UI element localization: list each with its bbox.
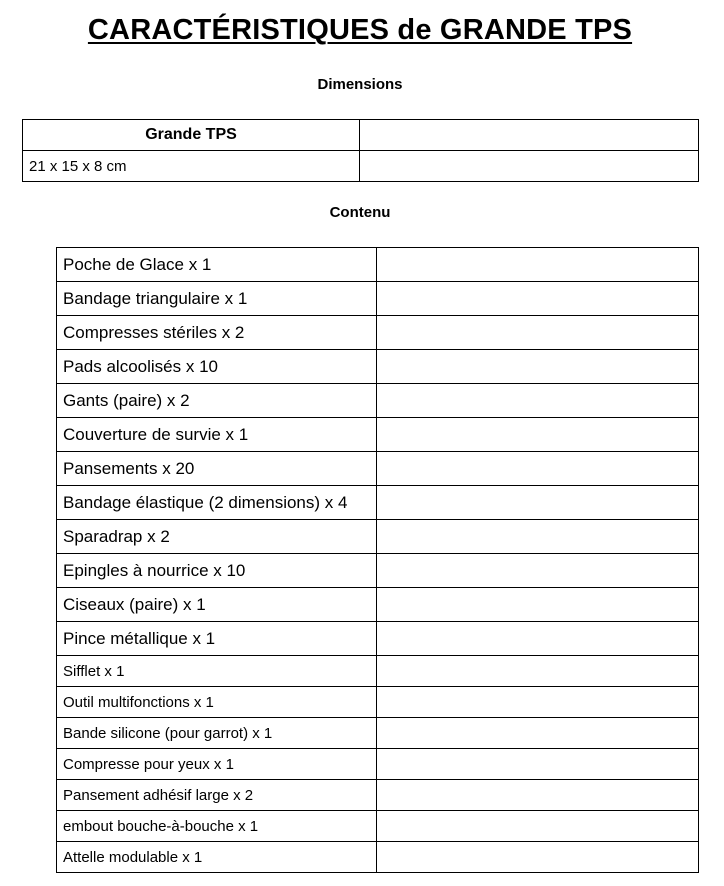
table-cell (360, 151, 699, 182)
item-name-cell: Pansement adhésif large x 2 (57, 780, 377, 811)
item-name-cell: Outil multifonctions x 1 (57, 687, 377, 718)
item-name-cell: Bande silicone (pour garrot) x 1 (57, 718, 377, 749)
item-empty-cell (377, 656, 699, 687)
item-name-cell: embout bouche-à-bouche x 1 (57, 811, 377, 842)
table-row (57, 749, 699, 780)
item-empty-cell (377, 248, 699, 282)
item-name-cell: Poche de Glace x 1 (57, 248, 377, 282)
item-empty-cell (377, 687, 699, 718)
table-row (57, 842, 699, 873)
table-row (23, 151, 699, 182)
table-row (57, 452, 699, 486)
item-name-cell: Pads alcoolisés x 10 (57, 350, 377, 384)
item-name-cell: Pince métallique x 1 (57, 622, 377, 656)
item-name-cell: Bandage triangulaire x 1 (57, 282, 377, 316)
table-row (57, 687, 699, 718)
table-row (57, 780, 699, 811)
table-row (57, 554, 699, 588)
item-empty-cell (377, 842, 699, 873)
table-row (57, 588, 699, 622)
document-title: CARACTÉRISTIQUES de GRANDE TPS (87, 14, 633, 46)
item-empty-cell (377, 316, 699, 350)
table-row (57, 486, 699, 520)
item-empty-cell (377, 520, 699, 554)
item-empty-cell (377, 780, 699, 811)
item-empty-cell (377, 282, 699, 316)
item-name-cell: Couverture de survie x 1 (57, 418, 377, 452)
dimensions-table (22, 119, 699, 182)
table-row (57, 350, 699, 384)
table-header-row (23, 120, 699, 151)
item-name-cell: Bandage élastique (2 dimensions) x 4 (57, 486, 377, 520)
item-empty-cell (377, 350, 699, 384)
table-row (57, 418, 699, 452)
table-cell: 21 x 15 x 8 cm (23, 151, 360, 182)
table-row (57, 622, 699, 656)
item-empty-cell (377, 452, 699, 486)
table-row (57, 316, 699, 350)
item-empty-cell (377, 811, 699, 842)
item-name-cell: Compresses stériles x 2 (57, 316, 377, 350)
table-row (57, 282, 699, 316)
item-empty-cell (377, 622, 699, 656)
contenu-heading: Contenu (329, 204, 391, 221)
dimensions-heading: Dimensions (317, 76, 403, 93)
item-empty-cell (377, 749, 699, 780)
contenu-table (56, 247, 699, 873)
table-header-cell (360, 120, 699, 151)
table-row (57, 811, 699, 842)
table-row (57, 656, 699, 687)
item-empty-cell (377, 554, 699, 588)
item-name-cell: Sparadrap x 2 (57, 520, 377, 554)
item-empty-cell (377, 384, 699, 418)
table-row (57, 718, 699, 749)
table-row (57, 520, 699, 554)
table-row (57, 248, 699, 282)
table-row (57, 384, 699, 418)
table-header-cell: Grande TPS (23, 120, 360, 151)
item-name-cell: Pansements x 20 (57, 452, 377, 486)
item-empty-cell (377, 486, 699, 520)
item-empty-cell (377, 718, 699, 749)
item-name-cell: Sifflet x 1 (57, 656, 377, 687)
item-empty-cell (377, 418, 699, 452)
item-empty-cell (377, 588, 699, 622)
item-name-cell: Gants (paire) x 2 (57, 384, 377, 418)
item-name-cell: Epingles à nourrice x 10 (57, 554, 377, 588)
item-name-cell: Compresse pour yeux x 1 (57, 749, 377, 780)
item-name-cell: Ciseaux (paire) x 1 (57, 588, 377, 622)
item-name-cell: Attelle modulable x 1 (57, 842, 377, 873)
